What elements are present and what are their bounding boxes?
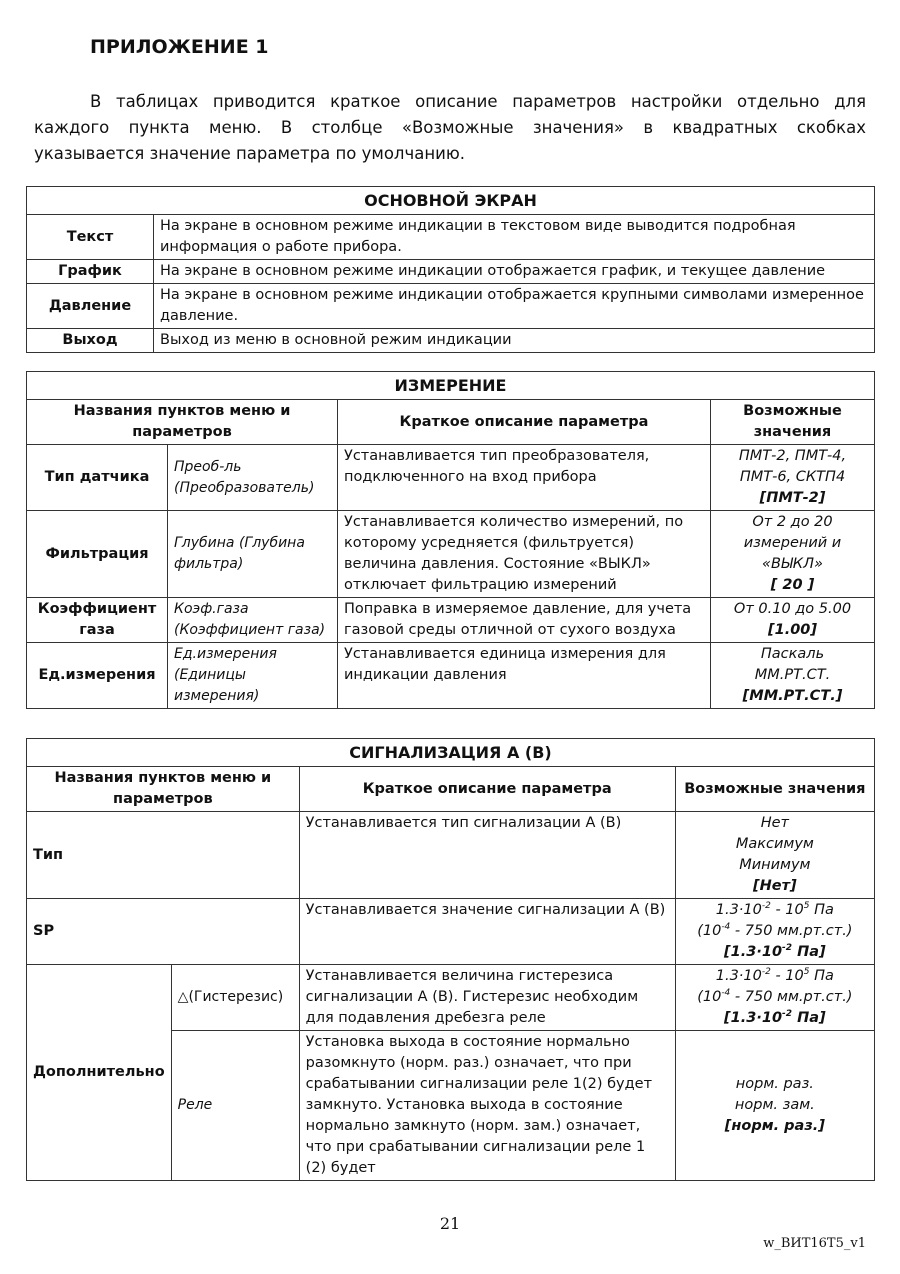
row-values bbox=[711, 511, 875, 598]
row-name: Фильтрация bbox=[27, 511, 168, 598]
main-screen-table bbox=[26, 186, 875, 353]
exponent: -2 bbox=[782, 943, 793, 954]
row-name: Коэффициент газа bbox=[27, 598, 168, 643]
value-range-mm bbox=[682, 987, 868, 1008]
range-text: Па] bbox=[792, 1010, 826, 1026]
default-value bbox=[724, 944, 826, 960]
row-values bbox=[675, 899, 874, 965]
value-option: норм. раз. bbox=[735, 1076, 814, 1092]
header-row bbox=[27, 767, 875, 812]
row-values bbox=[675, 965, 874, 1031]
row-sub: Глубина (Глубина фильтра) bbox=[168, 511, 338, 598]
exponent: -2 bbox=[761, 967, 771, 978]
range-text: - 10 bbox=[770, 902, 804, 918]
page-title: ПРИЛОЖЕНИЕ 1 bbox=[90, 36, 269, 58]
table-title: ОСНОВНОЙ ЭКРАН bbox=[27, 187, 875, 215]
default-value bbox=[724, 1010, 826, 1026]
row-desc: Устанавливается величина гистерезиса сигнализации А (В). Гистерезис необходим для подавления дребезга реле bbox=[299, 965, 675, 1031]
row-desc: Устанавливается количество измерений, по которому усредняется (фильтруется) величина давления. Состояние «ВЫКЛ» отключает фильтрацию измерений bbox=[338, 511, 711, 598]
row-desc: Установка выхода в состояние нормально разомкнуто (норм. раз.) означает, что при срабатывании сигнализации реле 1(2) будет замкнуто. Установка выхода в состояние нормально замкнуто (норм. зам.) означает, что при срабатывании сигнализации реле 1 (2) будет bbox=[299, 1031, 675, 1181]
table-row bbox=[27, 598, 875, 643]
table-row bbox=[27, 511, 875, 598]
intro-line: В таблицах приводится краткое описание параметров настройки отдельно для bbox=[90, 92, 866, 111]
row-name: SP bbox=[27, 899, 300, 965]
header-names: Названия пунктов меню и параметров bbox=[27, 400, 338, 445]
table-row bbox=[27, 215, 875, 260]
range-text: [1.3·10 bbox=[724, 1010, 783, 1026]
intro-line: каждого пункта меню. В столбце «Возможные значения» в квадратных скобках bbox=[34, 118, 866, 137]
table-row bbox=[27, 260, 875, 284]
range-text: (10 bbox=[697, 923, 722, 939]
row-desc: Устанавливается единица измерения для индикации давления bbox=[338, 643, 711, 709]
row-name: Дополнительно bbox=[27, 965, 172, 1181]
row-desc: Устанавливается значение сигнализации А (В) bbox=[299, 899, 675, 965]
range-text: (10 bbox=[697, 989, 722, 1005]
row-desc: Устанавливается тип сигнализации А (В) bbox=[299, 812, 675, 899]
exponent: 5 bbox=[803, 967, 810, 978]
row-name: Текст bbox=[27, 215, 154, 260]
values-text: ПМТ-2, ПМТ-4, ПМТ-6, СКТП4 bbox=[738, 448, 847, 485]
header-names: Названия пунктов меню и параметров bbox=[27, 767, 300, 812]
row-desc: Выход из меню в основной режим индикации bbox=[154, 329, 875, 353]
row-sub: △(Гистерезис) bbox=[171, 965, 299, 1031]
range-text: 1.3·10 bbox=[715, 968, 762, 984]
table-title: СИГНАЛИЗАЦИЯ А (В) bbox=[27, 739, 875, 767]
value-option: Минимум bbox=[739, 857, 811, 873]
row-values bbox=[675, 1031, 874, 1181]
value-range-mm bbox=[682, 921, 868, 942]
table-row bbox=[27, 643, 875, 709]
value-option: норм. зам. bbox=[734, 1097, 815, 1113]
range-text: Па] bbox=[792, 944, 826, 960]
values-text: От 2 до 20 измерений и «ВЫКЛ» bbox=[743, 514, 842, 572]
intro-line: указывается значение параметра по умолчанию. bbox=[34, 144, 465, 163]
row-desc: На экране в основном режиме индикации отображается крупными символами измеренное давление. bbox=[154, 284, 875, 329]
values-text: От 0.10 до 5.00 bbox=[733, 601, 852, 617]
exponent: -2 bbox=[782, 1009, 793, 1020]
exponent: -4 bbox=[721, 922, 731, 933]
table-row bbox=[27, 445, 875, 511]
header-values: Возможные значения bbox=[711, 400, 875, 445]
row-desc: На экране в основном режиме индикации отображается график, и текущее давление bbox=[154, 260, 875, 284]
value-range bbox=[682, 900, 868, 921]
row-name: Давление bbox=[27, 284, 154, 329]
row-name: Тип датчика bbox=[27, 445, 168, 511]
row-name: Тип bbox=[27, 812, 300, 899]
table-row bbox=[27, 284, 875, 329]
table-row bbox=[27, 812, 875, 899]
row-values bbox=[711, 445, 875, 511]
row-values bbox=[711, 643, 875, 709]
table-title: ИЗМЕРЕНИЕ bbox=[27, 372, 875, 400]
default-value: [ПМТ-2] bbox=[759, 490, 826, 506]
document-code: w_ВИТ16Т5_v1 bbox=[763, 1236, 866, 1251]
value-range bbox=[682, 966, 868, 987]
row-name: График bbox=[27, 260, 154, 284]
row-desc: Поправка в измеряемое давление, для учета газовой среды отличной от сухого воздуха bbox=[338, 598, 711, 643]
range-text: 1.3·10 bbox=[715, 902, 762, 918]
default-value: [Нет] bbox=[753, 878, 797, 894]
intro-paragraph bbox=[34, 89, 866, 167]
row-desc: На экране в основном режиме индикации в текстовом виде выводится подробная информация о работе прибора. bbox=[154, 215, 875, 260]
table-row bbox=[27, 329, 875, 353]
row-name: Ед.измерения bbox=[27, 643, 168, 709]
default-value: [1.00] bbox=[767, 622, 818, 638]
range-text: [1.3·10 bbox=[724, 944, 783, 960]
default-value: [ 20 ] bbox=[770, 577, 815, 593]
header-desc: Краткое описание параметра bbox=[338, 400, 711, 445]
range-text: - 750 мм.рт.ст.) bbox=[730, 989, 853, 1005]
row-sub: Коэф.газа (Коэффициент газа) bbox=[168, 598, 338, 643]
header-values: Возможные значения bbox=[675, 767, 874, 812]
range-text: Па bbox=[809, 902, 834, 918]
row-sub: Реле bbox=[171, 1031, 299, 1181]
row-values bbox=[711, 598, 875, 643]
values-text: Паскаль ММ.РТ.СТ. bbox=[754, 646, 831, 683]
exponent: -4 bbox=[721, 988, 731, 999]
range-text: Па bbox=[809, 968, 834, 984]
value-option: Нет bbox=[760, 815, 789, 831]
row-sub: Ед.измерения (Единицы измерения) bbox=[168, 643, 338, 709]
row-values bbox=[675, 812, 874, 899]
default-value: [норм. раз.] bbox=[724, 1118, 825, 1134]
row-desc: Устанавливается тип преобразователя, подключенного на вход прибора bbox=[338, 445, 711, 511]
range-text: - 750 мм.рт.ст.) bbox=[730, 923, 853, 939]
table-row bbox=[27, 965, 875, 1031]
alarm-table bbox=[26, 738, 875, 1181]
header-row bbox=[27, 400, 875, 445]
header-desc: Краткое описание параметра bbox=[299, 767, 675, 812]
exponent: -2 bbox=[761, 901, 771, 912]
range-text: - 10 bbox=[770, 968, 804, 984]
row-name: Выход bbox=[27, 329, 154, 353]
value-option: Максимум bbox=[735, 836, 814, 852]
page-number: 21 bbox=[439, 1214, 461, 1233]
default-value: [ММ.РТ.СТ.] bbox=[742, 688, 843, 704]
measurement-table bbox=[26, 371, 875, 709]
row-sub: Преоб-ль (Преобразователь) bbox=[168, 445, 338, 511]
table-row bbox=[27, 899, 875, 965]
exponent: 5 bbox=[803, 901, 810, 912]
